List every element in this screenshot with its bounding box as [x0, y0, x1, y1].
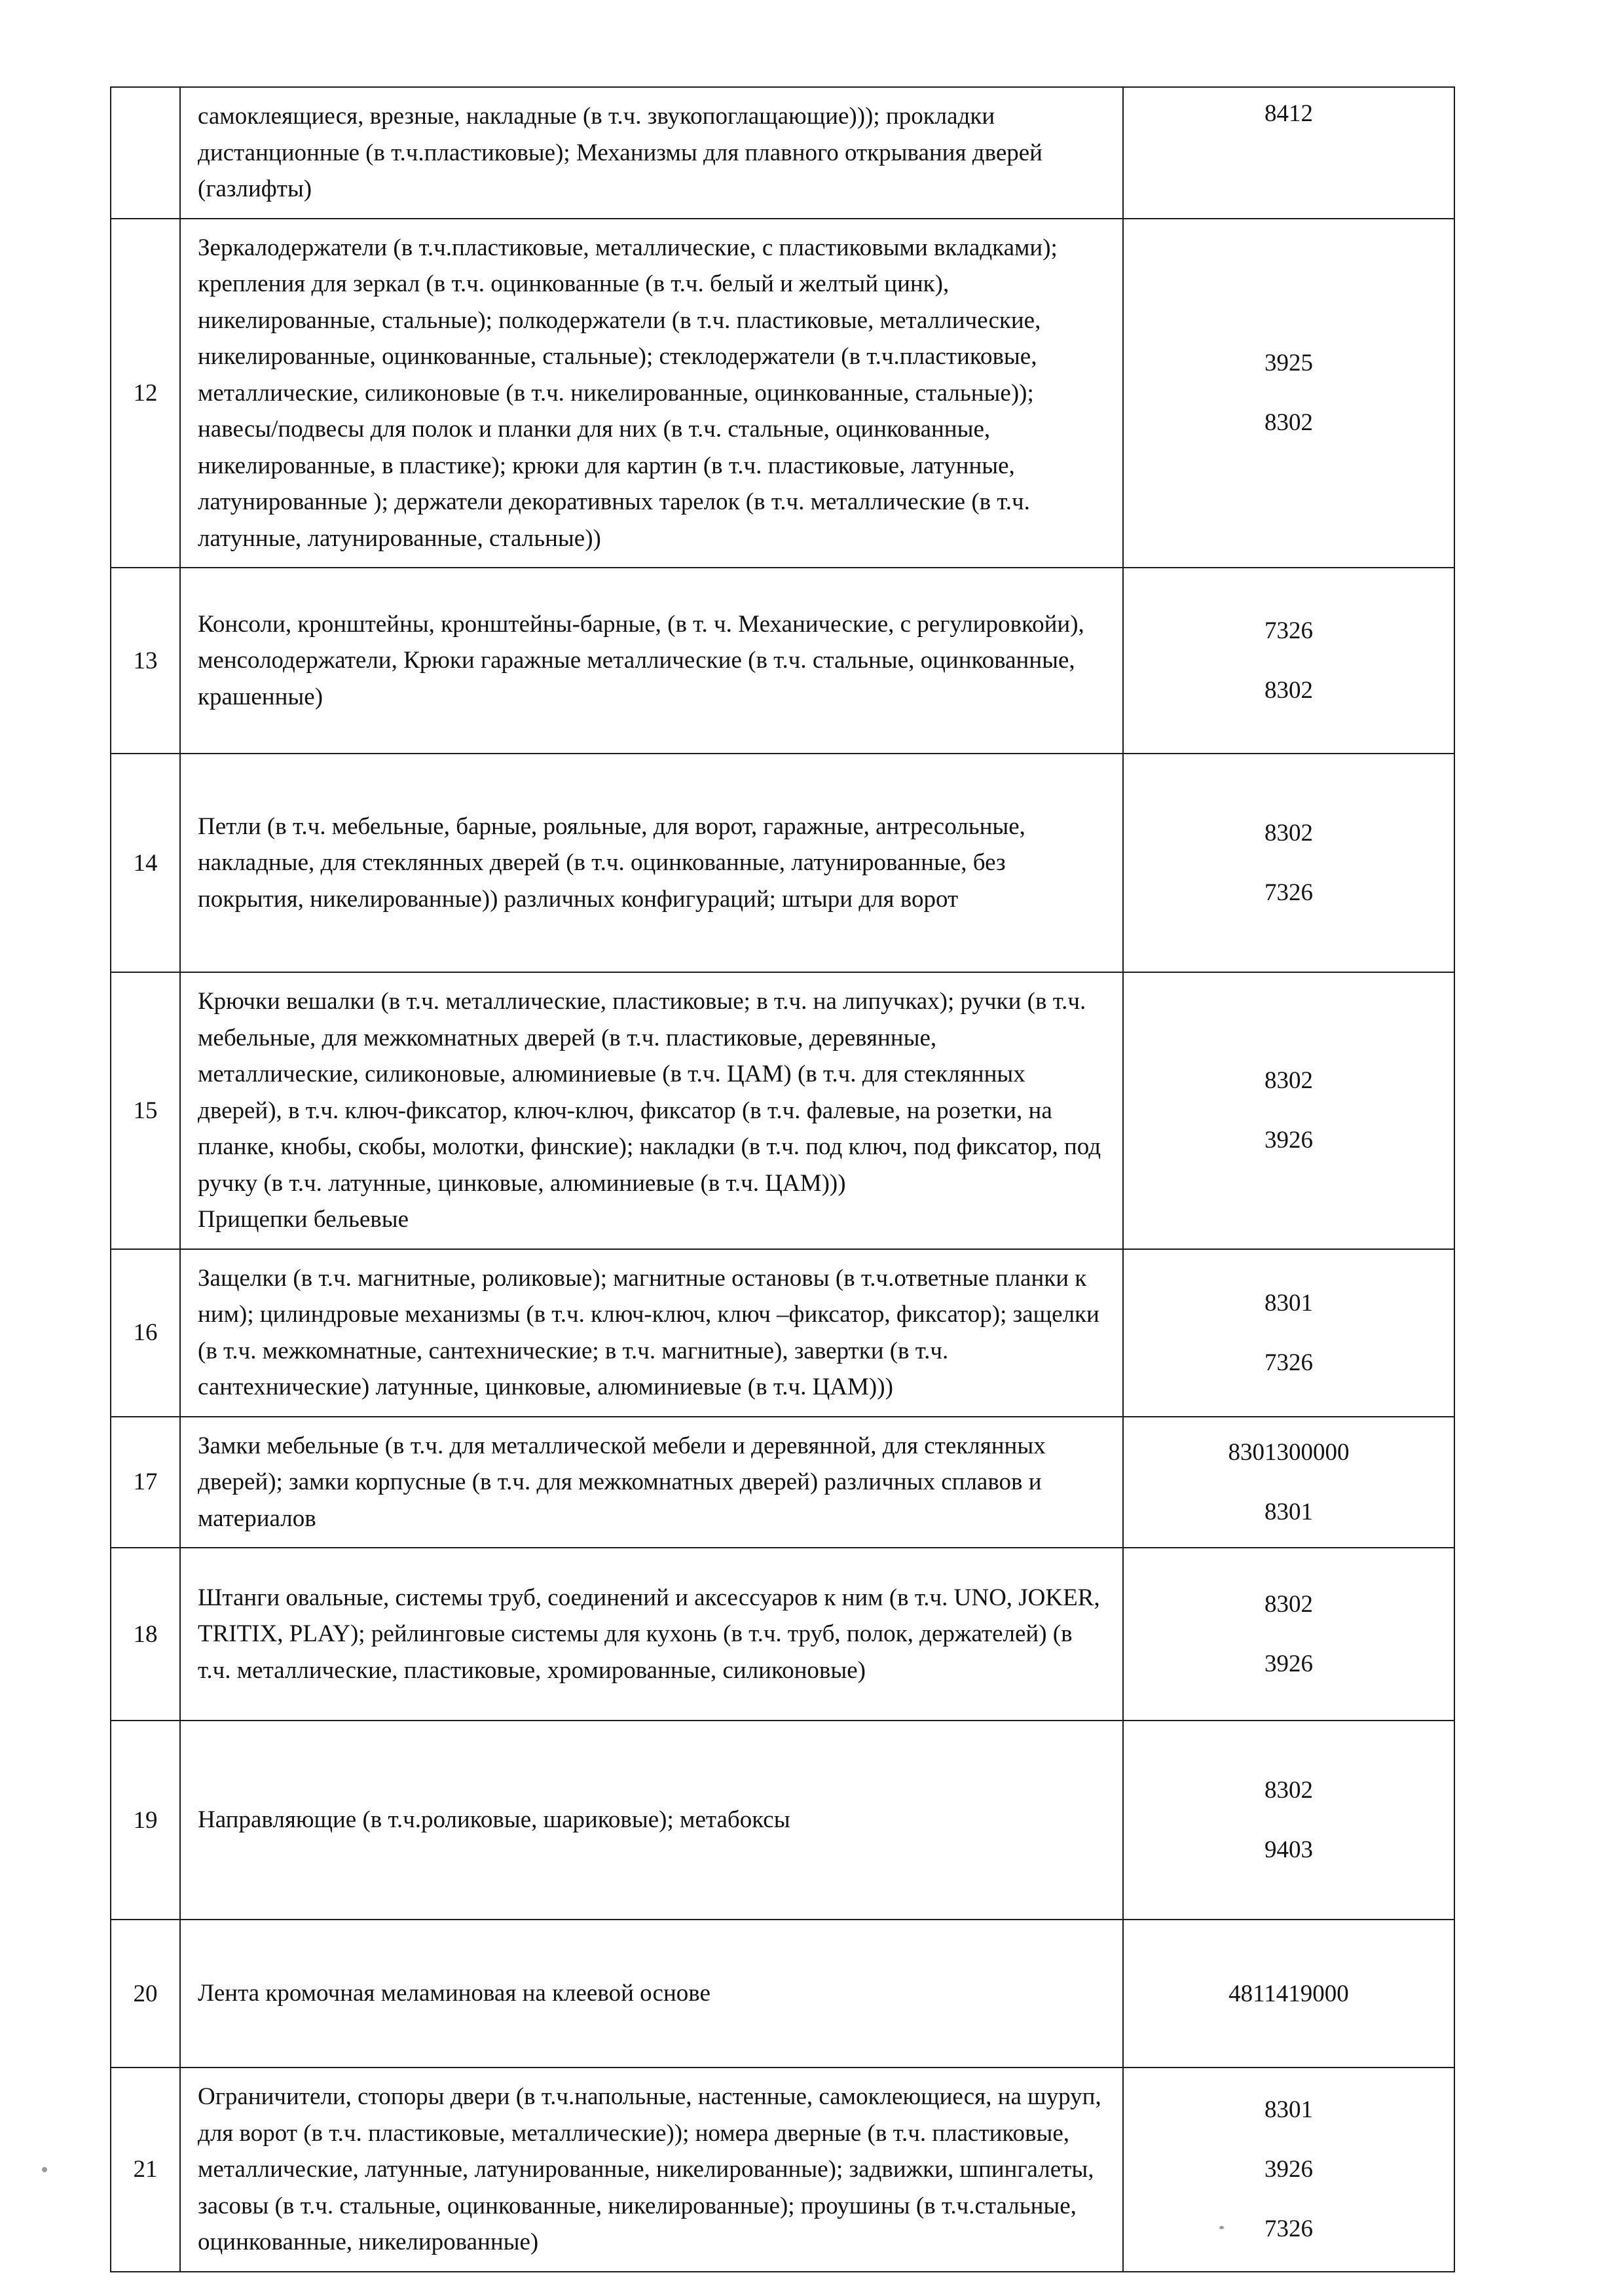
row-number-cell: 12: [111, 219, 180, 568]
hs-codes-cell: [1123, 972, 1454, 1249]
goods-description-cell: [180, 568, 1123, 754]
goods-description-paragraph: Лента кромочная меламиновая на клеевой основе: [198, 1980, 710, 2007]
row-number-cell: 21: [111, 2068, 180, 2272]
table-row: [111, 568, 1454, 754]
hs-code: 8301: [1264, 1498, 1313, 1525]
goods-description-cell: [180, 1417, 1123, 1548]
table-row: [111, 1721, 1454, 1920]
row-number-cell: 18: [111, 1548, 180, 1721]
hs-code: 8412: [1264, 100, 1313, 127]
goods-description-cell: [180, 87, 1123, 219]
hs-codes-cell: [1123, 87, 1454, 219]
scan-artifact-dot: [42, 2167, 47, 2172]
hs-code: 8302: [1264, 820, 1313, 847]
hs-code: 8301300000: [1228, 1438, 1350, 1466]
hs-code: 8302: [1264, 677, 1313, 704]
goods-description-cell: [180, 2068, 1123, 2272]
table-row: [111, 754, 1454, 972]
hs-codes-cell: [1123, 754, 1454, 972]
row-number-cell: 14: [111, 754, 180, 972]
table-row: [111, 87, 1454, 219]
goods-description-paragraph: самоклеящиеся, врезные, накладные (в т.ч. звукопоглащающие))); прокладки дистанционные (в т.ч.пластиковые); Механизмы для плавного открывания дверей (газлифты): [198, 103, 1043, 202]
table-row: [111, 1920, 1454, 2068]
goods-description-paragraph: Зеркалодержатели (в т.ч.пластиковые, металлические, с пластиковыми вкладками); крепления для зеркал (в т.ч. оцинкованные (в т.ч. белый и желтый цинк), никелированные, стальные); полкодержатели (в т.ч. пластиковые, металлические, никелированные, оцинкованные, стальные); стеклодержатели (в т.ч.пластиковые, металлические, силиконовые (в т.ч. никелированные, оцинкованные, стальные)); навесы/подвесы для полок и планки для них (в т.ч. стальные, оцинкованные, никелированные, в пластике); крюки для картин (в т.ч. пластиковые, латунные, латунированные ); держатели декоративных тарелок (в т.ч. металлические (в т.ч. латунные, латунированные, стальные)): [198, 234, 1058, 552]
hs-code: 7326: [1264, 879, 1313, 906]
hs-code: 7326: [1264, 617, 1313, 644]
row-number-cell: [111, 87, 180, 219]
goods-description-paragraph: Крючки вешалки (в т.ч. металлические, пластиковые; в т.ч. на липучках); ручки (в т.ч. мебельные, для межкомнатных дверей (в т.ч. пластиковые, деревянные, металлические, силиконовые, алюминиевые (в т.ч. ЦАМ) (в т.ч. для стеклянных дверей), в т.ч. ключ-фиксатор, ключ-ключ, фиксатор (в т.ч. фалевые, на розетки, на планке, кнобы, скобы, молотки, финские); накладки (в т.ч. под ключ, под фиксатор, под ручку (в т.ч. латунные, цинковые, алюминиевые (в т.ч. ЦАМ))): [198, 988, 1101, 1197]
hs-codes-cell: [1123, 1920, 1454, 2068]
table-row: [111, 219, 1454, 568]
row-number-cell: 19: [111, 1721, 180, 1920]
hs-code: 9403: [1264, 1836, 1313, 1863]
hs-code: 8301: [1264, 1289, 1313, 1317]
goods-description-paragraph: Ограничители, стопоры двери (в т.ч.напольные, настенные, самоклеющиеся, на шуруп, для ворот (в т.ч. пластиковые, металлические)); номера дверные (в т.ч. пластиковые, металлические, латунные, латунированные, никелированные); задвижки, шпингалеты, засовы (в т.ч. стальные, оцинкованные, никелированные); проушины (в т.ч.стальные, оцинкованные, никелированные): [198, 2083, 1101, 2255]
hs-code: 8302: [1264, 1591, 1313, 1618]
hs-code: 3925: [1264, 350, 1313, 377]
goods-description-paragraph: Петли (в т.ч. мебельные, барные, рояльные, для ворот, гаражные, антресольные, накладные, для стеклянных дверей (в т.ч. оцинкованные, латунированные, без покрытия, никелированные)) различных конфигураций; штыри для ворот: [198, 812, 1025, 913]
goods-description-paragraph: Замки мебельные (в т.ч. для металлической мебели и деревянной, для стеклянных дверей); замки корпусные (в т.ч. для межкомнатных дверей) различных сплавов и материалов: [198, 1432, 1046, 1532]
table-row: [111, 1249, 1454, 1417]
hs-code: 8302: [1264, 1067, 1313, 1095]
hs-codes-cell: [1123, 568, 1454, 754]
hs-code: 8301: [1264, 2096, 1313, 2124]
row-number-cell: 20: [111, 1920, 180, 2068]
hs-code: 8302: [1264, 409, 1313, 437]
hs-code: 3926: [1264, 1127, 1313, 1154]
goods-codes-table: [110, 86, 1455, 2272]
goods-description-cell: [180, 1920, 1123, 2068]
table-row: [111, 1548, 1454, 1721]
goods-description-paragraph: Защелки (в т.ч. магнитные, роликовые); магнитные остановы (в т.ч.ответные планки к ним); цилиндровые механизмы (в т.ч. ключ-ключ, ключ –фиксатор, фиксатор); защелки (в т.ч. межкомнатные, сантехнические; в т.ч. магнитные), завертки (в т.ч. сантехнические) латунные, цинковые, алюминиевые (в т.ч. ЦАМ))): [198, 1264, 1099, 1400]
table-row: [111, 2068, 1454, 2272]
goods-description-cell: [180, 219, 1123, 568]
goods-description-paragraph: Консоли, кронштейны, кронштейны-барные, (в т. ч. Механические, с регулировкойи), менсолодержатели, Крюки гаражные металлические (в т.ч. стальные, оцинкованные, крашенные): [198, 610, 1084, 710]
goods-description-cell: [180, 1548, 1123, 1721]
hs-codes-cell: [1123, 1721, 1454, 1920]
row-number-cell: 13: [111, 568, 180, 754]
goods-description-cell: [180, 1249, 1123, 1417]
hs-code: 4811419000: [1228, 1980, 1349, 2007]
table-row: [111, 972, 1454, 1249]
hs-code: 3926: [1264, 2156, 1313, 2183]
scan-artifact-dot: [1219, 2226, 1224, 2229]
hs-code: 8302: [1264, 1777, 1313, 1804]
goods-description-paragraph: Направляющие (в т.ч.роликовые, шариковые); метабоксы: [198, 1806, 790, 1834]
hs-code: 7326: [1264, 1349, 1313, 1376]
goods-description-paragraph: Прищепки бельевые: [198, 1206, 409, 1233]
hs-codes-cell: [1123, 1417, 1454, 1548]
hs-codes-cell: [1123, 219, 1454, 568]
goods-description-cell: [180, 754, 1123, 972]
hs-code: 3926: [1264, 1650, 1313, 1677]
goods-description-cell: [180, 1721, 1123, 1920]
row-number-cell: 17: [111, 1417, 180, 1548]
hs-codes-cell: [1123, 1249, 1454, 1417]
goods-description-cell: [180, 972, 1123, 1249]
goods-description-paragraph: Штанги овальные, системы труб, соединений и аксессуаров к ним (в т.ч. UNO, JOKER, TRITIX, PLAY); рейлинговые системы для кухонь (в т.ч. труб, полок, держателей) (в т.ч. металлические, пластиковые, хромированные, силиконовые): [198, 1584, 1100, 1684]
row-number-cell: 15: [111, 972, 180, 1249]
table-body: [111, 87, 1454, 2272]
hs-codes-cell: [1123, 2068, 1454, 2272]
hs-code: 7326: [1264, 2215, 1313, 2243]
row-number-cell: 16: [111, 1249, 180, 1417]
table-row: [111, 1417, 1454, 1548]
hs-codes-cell: [1123, 1548, 1454, 1721]
